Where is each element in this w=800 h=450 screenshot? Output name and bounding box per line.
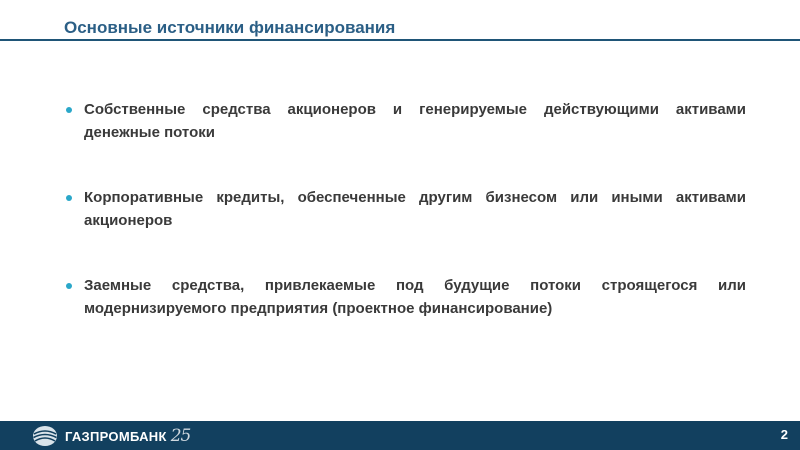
bullet-list — [66, 98, 746, 320]
bullet-item — [66, 186, 746, 232]
bullet-text: Корпоративные кредиты, обеспеченные другим бизнесом или иными активами акционеров — [84, 189, 746, 229]
bullet-dot-icon — [66, 283, 72, 289]
bullet-dot-icon — [66, 107, 72, 113]
bullet-dot-icon — [66, 195, 72, 201]
anniversary-mark: 25 — [170, 426, 191, 446]
page-number: 2 — [780, 427, 788, 442]
title-divider — [0, 39, 800, 41]
bullet-item — [66, 274, 746, 320]
logo-text: ГАЗПРОМБАНК — [65, 428, 167, 444]
globe-logo-icon — [31, 425, 59, 447]
bullet-item — [66, 98, 746, 144]
gazprombank-logo — [31, 425, 190, 447]
bullet-text: Собственные средства акционеров и генерируемые действующими активами денежные потоки — [84, 101, 746, 141]
footer-bar — [0, 421, 800, 450]
slide-title: Основные источники финансирования — [64, 18, 396, 37]
bullet-text: Заемные средства, привлекаемые под будущие потоки строящегося или модернизируемого предприятия (проектное финансирование) — [84, 277, 746, 317]
